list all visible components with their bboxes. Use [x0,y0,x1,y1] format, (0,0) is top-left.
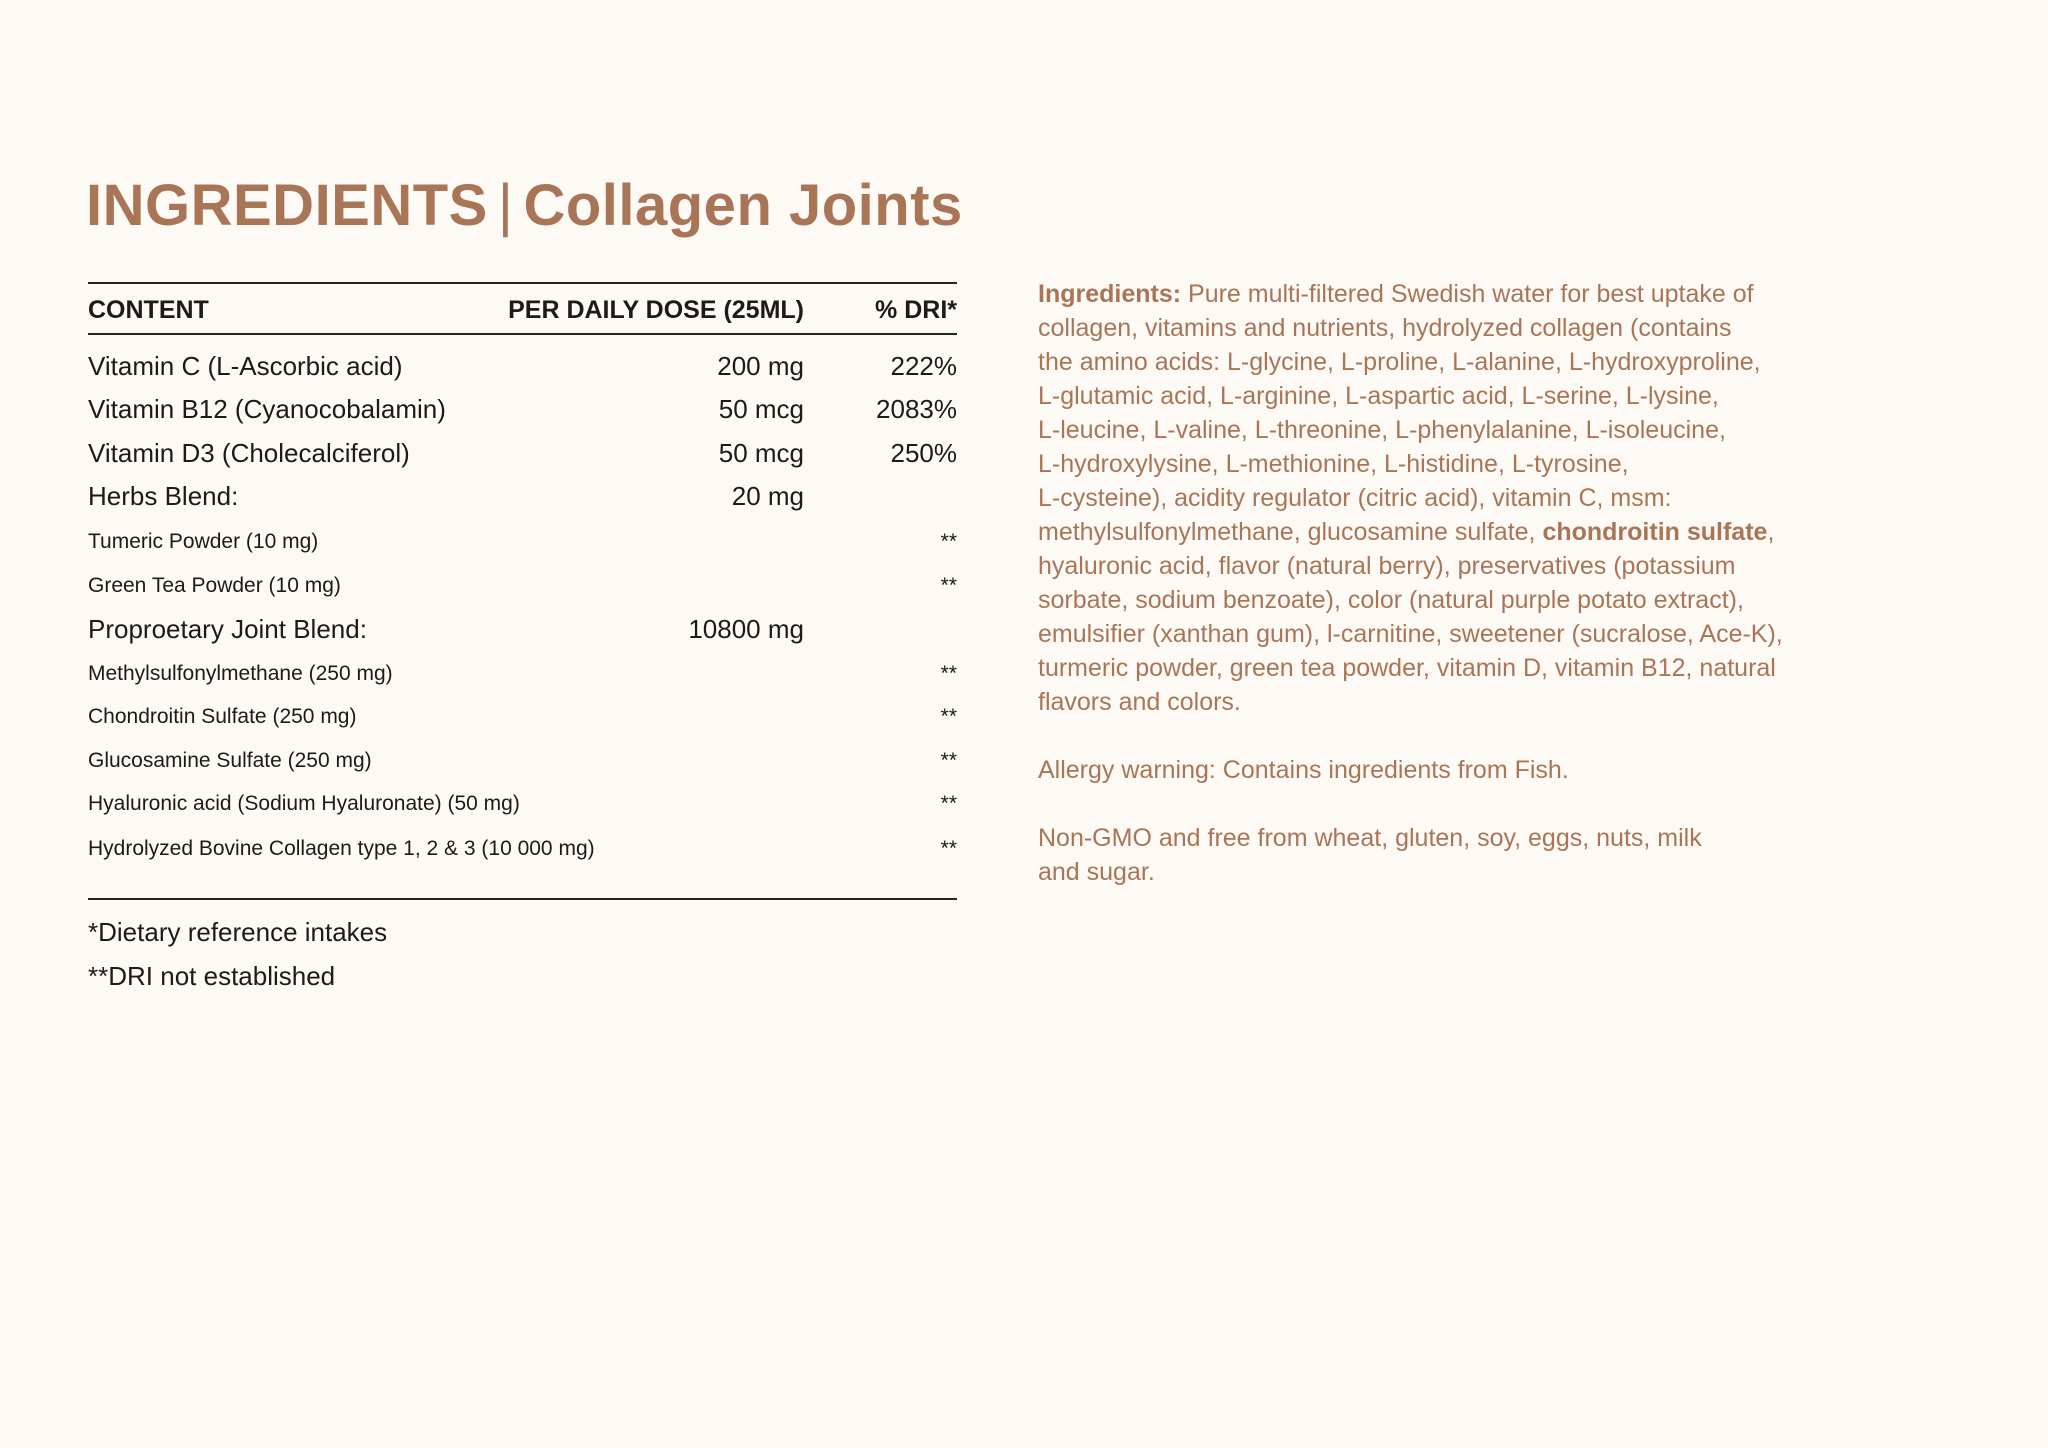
row-dose: 10800 mg [688,614,804,644]
table-header [88,290,957,330]
ingredients-line: hyaluronic acid, flavor (natural berry), preservatives (potassium [1038,552,1736,580]
row-dose: 50 mcg [718,438,804,468]
table-row [88,346,957,386]
row-name: Methylsulfonylmethane (250 mg) [88,662,393,685]
row-name: Vitamin D3 (Cholecalciferol) [88,438,410,468]
table-row [88,476,957,516]
table-row [88,829,957,869]
page-title [86,172,963,239]
table-bottom-rule [88,898,957,900]
row-dri: ** [940,837,957,860]
highlight-chondroitin: chondroitin sulfate [1542,518,1768,546]
title-product: Collagen Joints [523,173,963,238]
row-dri: ** [940,749,957,772]
table-row [88,741,957,781]
non-gmo-statement [1038,821,1998,889]
ingredients-label: Ingredients: [1038,280,1182,308]
table-row [88,566,957,606]
non-gmo-line: and sugar. [1038,858,1155,886]
table-row [88,522,957,562]
table-row [88,654,957,694]
title-ingredients: INGREDIENTS [86,173,488,238]
footnote-not-established: **DRI not established [88,961,336,991]
ingredients-line: L-cysteine), acidity regulator (citric acid), vitamin C, msm: [1038,484,1672,512]
header-dri: % DRI* [875,296,957,324]
row-name: Hydrolyzed Bovine Collagen type 1, 2 & 3 (10 000 mg) [88,837,595,860]
row-dri: ** [940,530,957,553]
ingredients-line: collagen, vitamins and nutrients, hydrolyzed collagen (contains [1038,314,1732,342]
row-name: Green Tea Powder (10 mg) [88,574,341,597]
allergy-warning: Allergy warning: Contains ingredients from Fish. [1038,756,1569,784]
ingredients-line: L-leucine, L-valine, L-threonine, L-phenylalanine, L-isoleucine, [1038,416,1726,444]
row-name: Hyaluronic acid (Sodium Hyaluronate) (50 mg) [88,792,520,815]
ingredients-line: turmeric powder, green tea powder, vitamin D, vitamin B12, natural [1038,654,1776,682]
table-header-rule [88,333,957,335]
table-row [88,433,957,473]
ingredients-line: Pure multi-filtered Swedish water for best uptake of [1181,280,1754,308]
row-dri: 222% [890,351,957,381]
header-content: CONTENT [88,296,209,324]
row-dri: 2083% [876,394,957,424]
row-dri: 250% [890,438,957,468]
row-dose: 200 mg [717,351,804,381]
table-row [88,697,957,737]
row-name: Herbs Blend: [88,481,239,511]
row-dri: ** [940,705,957,728]
ingredients-paragraph [1038,277,1998,719]
row-dose: 20 mg [731,481,804,511]
ingredients-line: L-glutamic acid, L-arginine, L-aspartic acid, L-serine, L-lysine, [1038,382,1719,410]
row-dose: 50 mcg [718,394,804,424]
row-dri: ** [940,662,957,685]
ingredients-line: the amino acids: L-glycine, L-proline, L-alanine, L-hydroxyproline, [1038,348,1761,376]
row-name: Proproetary Joint Blend: [88,614,367,644]
row-name: Glucosamine Sulfate (250 mg) [88,749,372,772]
row-dri: ** [940,792,957,815]
row-name: Chondroitin Sulfate (250 mg) [88,705,357,728]
title-separator: | [497,173,514,238]
non-gmo-line: Non-GMO and free from wheat, gluten, soy, eggs, nuts, milk [1038,824,1702,852]
footnote-dri: *Dietary reference intakes [88,917,388,947]
ingredients-line: methylsulfonylmethane, glucosamine sulfate, [1038,518,1543,546]
ingredients-line: emulsifier (xanthan gum), l-carnitine, sweetener (sucralose, Ace-K), [1038,620,1783,648]
table-top-rule [88,282,957,284]
ingredients-line: , [1767,518,1775,546]
ingredients-line: L-hydroxylysine, L-methionine, L-histidine, L-tyrosine, [1038,450,1629,478]
ingredients-line: flavors and colors. [1038,688,1241,716]
ingredients-line: sorbate, sodium benzoate), color (natural purple potato extract), [1038,586,1744,614]
table-row [88,609,957,649]
row-name: Tumeric Powder (10 mg) [88,530,319,553]
row-name: Vitamin C (L-Ascorbic acid) [88,351,403,381]
table-row [88,784,957,824]
table-row [88,389,957,429]
row-name: Vitamin B12 (Cyanocobalamin) [88,394,446,424]
header-dose: PER DAILY DOSE (25ML) [508,296,804,324]
row-dri: ** [940,574,957,597]
